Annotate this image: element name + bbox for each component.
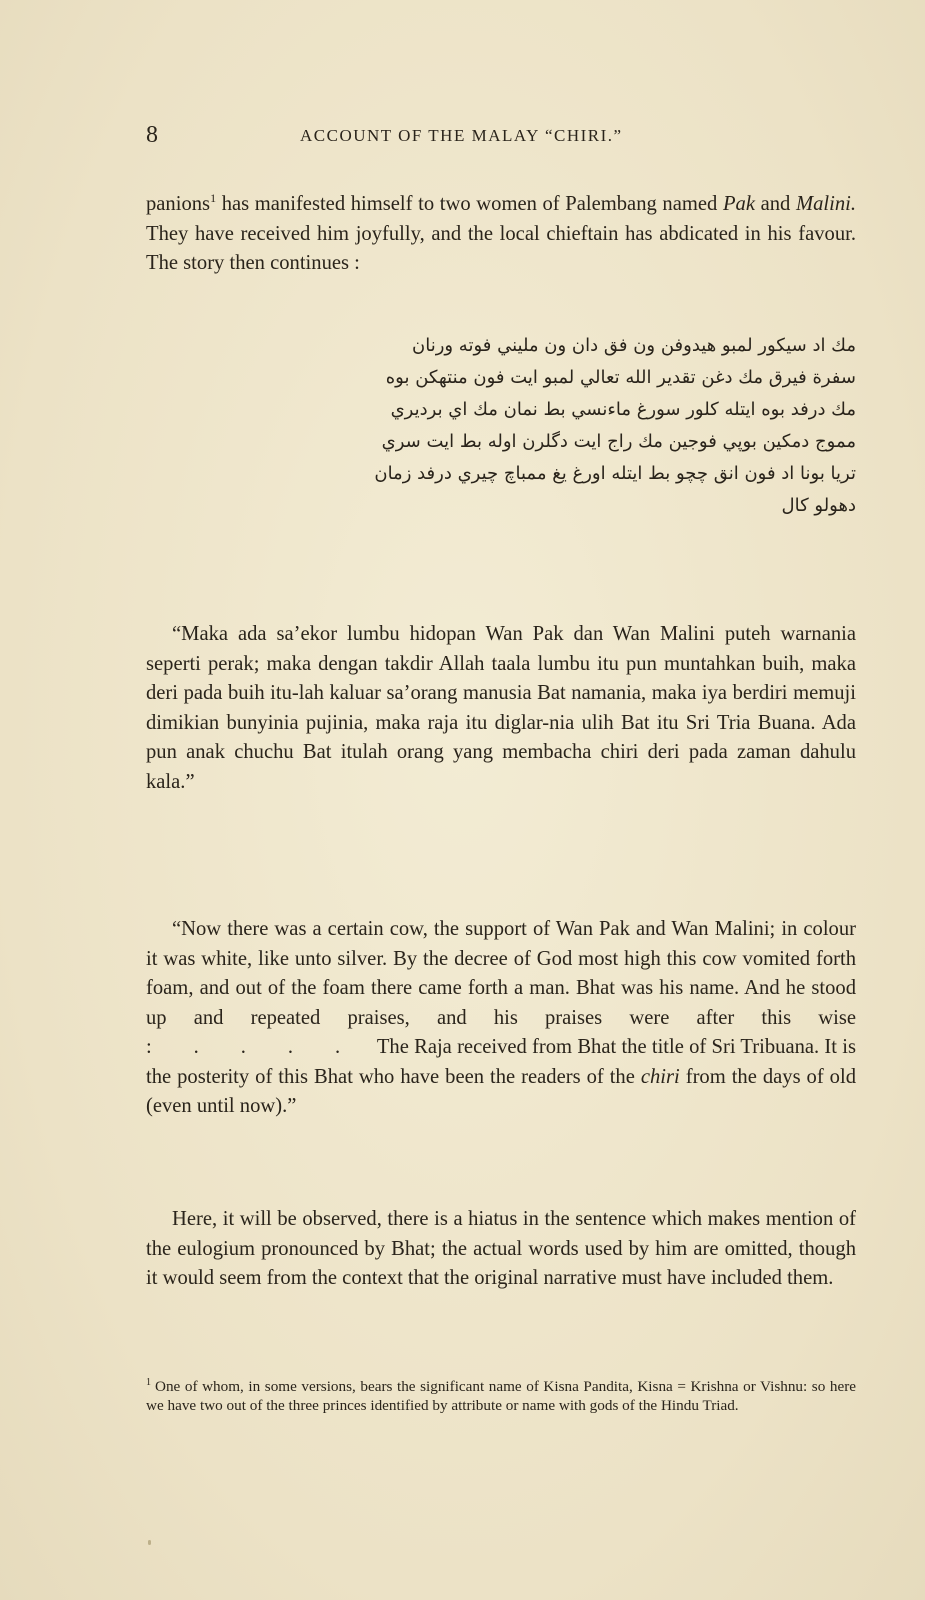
translation-text: “Now there was a certain cow, the support of Wan Pak and Wan Malini; in colour it was white, like unto silver. By the decree of God most high this cow vomited forth foam, and out of the foam there came forth a man. Bhat was his name. And he stood up and repeated praises, and his praises were after this wise : <box>146 918 856 1058</box>
malay-transliteration: “Maka ada sa’ekor lumbu hidopan Wan Pak dan Wan Malini puteh warnania seperti perak; maka dengan takdir Allah taala lumbu itu pun muntahkan buih, maka deri pada buih itu-lah kaluar sa’orang manusia Bat namania, maka iya berdiri memuji dimikian bunyinia pujinia, maka raja itu diglar-nia ulih Bat itu Sri Tria Buana. Ada pun anak chuchu Bat itulah orang yang membacha chiri deri pada zaman dahulu kala.” <box>146 623 856 793</box>
jawi-line: دهولو كال <box>781 495 856 516</box>
translation-text: The Raja received from Bhat the title of Sri Tribuana. It is the posterity of this Bhat who have been the readers of the <box>146 1036 856 1088</box>
paper-speck <box>148 1540 151 1545</box>
jawi-line: مموج دمكين بوپي فوجين مك راج ايت دگلرن اوله بط ايت سري <box>381 431 856 452</box>
intro-text: panions <box>146 193 211 215</box>
translation-text: from the days of old (even until now).” <box>146 1065 856 1117</box>
english-translation <box>146 915 856 1122</box>
running-title: ACCOUNT OF THE MALAY “CHIRI.” <box>300 126 623 145</box>
jawi-line: مك اد سيكور لمبو هيدوفن ون فق دان ون مليني فوته ورنان <box>411 335 856 356</box>
intro-text: and <box>754 193 796 215</box>
intro-paragraph <box>146 190 856 279</box>
page-number: 8 <box>146 122 158 148</box>
jawi-line: سفرة فيرق مك دغن تقدير الله تعالي لمبو ايت فون منتهكن بوه <box>385 367 856 388</box>
jawi-line: تريا بونا اد فون انق چچو بط ايتله اورغ يغ ممباچ چيري درفد زمان <box>374 463 856 484</box>
intro-text: has manifested himself to two women of Palembang named <box>216 193 723 215</box>
intro-text: They have received him joyfully, and the local chieftain has abdicated in his favour. The story then continues : <box>146 222 856 274</box>
footnote <box>146 1373 856 1415</box>
name-malini: Malini. <box>795 193 857 215</box>
footnote-reference: 1 <box>210 191 217 206</box>
jawi-line: مك درفد بوه ايتله كلور سورغ ماءنسي بط نمان مك اي برديري <box>390 399 856 420</box>
footnote-mark: 1 <box>146 1377 151 1388</box>
ellipsis-dots: . . . . <box>151 1036 377 1058</box>
name-pak: Pak <box>722 193 755 215</box>
page-header <box>146 122 856 152</box>
term-chiri: chiri <box>640 1065 680 1088</box>
commentary-paragraph: Here, it will be observed, there is a hiatus in the sentence which makes mention of the eulogium pronounced by Bhat; the actual words used by him are omitted, though it would seem from the context that the original narrative must have included them. <box>146 1208 856 1289</box>
jawi-text-block <box>146 330 856 522</box>
footnote-text: One of whom, in some versions, bears the significant name of Kisna Pandita, Kisna = Krishna or Vishnu: so here we have two out of the three princes identified by attribute or name with gods of the Hindu Triad. <box>146 1378 856 1415</box>
